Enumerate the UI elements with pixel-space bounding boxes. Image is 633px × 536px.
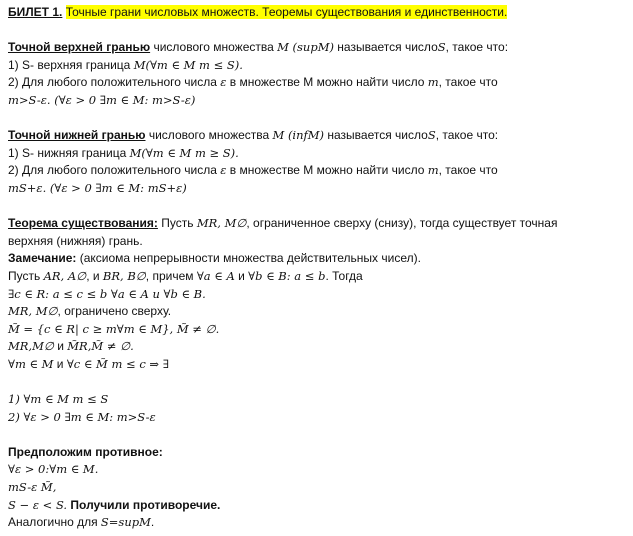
sup-c2-m: m bbox=[427, 75, 439, 90]
axiom-text: Пусть bbox=[8, 268, 44, 283]
inf-condition-2 bbox=[8, 162, 628, 180]
inf-c2-formula: mS+ε. (∀ε > 0 ∃m ∈ M: mS+ε) bbox=[8, 180, 187, 195]
axiom-math-2: BR, B∅ bbox=[102, 268, 146, 283]
inf-c1-math: M(∀m ∈ M m ≥ S). bbox=[129, 145, 239, 160]
sup-definition-intro bbox=[8, 39, 628, 57]
proof3-and: и bbox=[53, 339, 68, 354]
theorem-line-cont bbox=[8, 233, 628, 251]
inf-c2-text-2: в множестве М можно найти число bbox=[226, 163, 428, 178]
result-1: 1) ∀m ∈ M m ≤ S bbox=[8, 392, 109, 407]
proof-line-1 bbox=[8, 303, 628, 321]
axiom-line-2 bbox=[8, 286, 628, 304]
axiom-math-line: ∃c ∈ R: a ≤ c ≤ b ∀a ∈ A и ∀b ∈ B. bbox=[8, 286, 206, 301]
result-2: 2) ∀ε > 0 ∃m ∈ M: m>S-ε bbox=[8, 409, 156, 424]
inf-c1-text: 1) S- нижняя граница bbox=[8, 145, 130, 160]
proof-line-4 bbox=[8, 356, 628, 374]
inf-condition-2-formula bbox=[8, 180, 628, 198]
theorem-text-cont: верхняя (нижняя) грань. bbox=[8, 233, 143, 248]
remark-label: Замечание: bbox=[8, 251, 77, 266]
axiom-math-3: ∀a ∈ A bbox=[196, 268, 235, 283]
analog-math: S=supM bbox=[100, 515, 151, 530]
proof2-math: M̃ = {c ∈ R| c ≥ m∀m ∈ M}, M̃ ≠ ∅. bbox=[8, 321, 220, 336]
inf-intro-S: S bbox=[427, 128, 436, 143]
sup-c1-math: M(∀m ∈ M m ≤ S). bbox=[133, 57, 243, 72]
sup-c2-text-2: в множестве М можно найти число bbox=[226, 75, 428, 90]
result-line-1 bbox=[8, 391, 628, 409]
inf-c2-text: 2) Для любого положительного числа bbox=[8, 163, 221, 178]
inf-c2-m: m bbox=[427, 163, 439, 178]
axiom-text-3: , причем bbox=[145, 268, 197, 283]
proof4-math-1: ∀m ∈ M bbox=[8, 356, 54, 371]
assume-line bbox=[8, 444, 628, 462]
proof-line-2 bbox=[8, 321, 628, 339]
theorem-line bbox=[8, 215, 628, 233]
theorem-title: Теорема существования: bbox=[8, 216, 158, 231]
contradiction-line-4 bbox=[8, 514, 628, 532]
contradiction-conclusion: Получили противоречие. bbox=[67, 497, 221, 512]
inf-intro-math: M (infM) bbox=[272, 128, 325, 143]
sup-intro-text: числового множества bbox=[150, 40, 278, 55]
sup-intro-text-2: называется число bbox=[333, 40, 438, 55]
proof1-text: , ограничено сверху. bbox=[57, 304, 172, 319]
inf-intro-text: числового множества bbox=[145, 128, 273, 143]
axiom-math-1: AR, A∅ bbox=[43, 268, 87, 283]
theorem-math: MR, M∅ bbox=[196, 216, 247, 231]
ticket-title: Точные грани числовых множеств. Теоремы существования и единственности. bbox=[65, 5, 508, 19]
analog-text: Аналогично для bbox=[8, 515, 101, 530]
sup-c1-text: 1) S- верхняя граница bbox=[8, 57, 134, 72]
inf-definition-intro bbox=[8, 127, 628, 145]
sup-c2-formula: m>S-ε. (∀ε > 0 ∃m ∈ M: m>S-ε) bbox=[8, 92, 196, 107]
inf-intro-text-2: называется число bbox=[324, 128, 428, 143]
proof3-math-1: MR,M∅ bbox=[8, 339, 54, 354]
sup-condition-1 bbox=[8, 57, 628, 75]
sup-condition-2-formula bbox=[8, 92, 628, 110]
sup-c2-text: 2) Для любого положительного числа bbox=[8, 75, 221, 90]
sup-c2-text-3: , такое что bbox=[438, 75, 498, 90]
sup-intro-text-3: , такое что: bbox=[445, 40, 509, 55]
sup-intro-math: M (supM) bbox=[277, 40, 334, 55]
contradiction-line-3 bbox=[8, 497, 628, 515]
axiom-math-4: ∀b ∈ B: a ≤ b bbox=[248, 268, 326, 283]
contradiction-math-1: ∀ε > 0:∀m ∈ M. bbox=[8, 462, 99, 477]
remark-text: (аксиома непрерывности множества действительных чисел). bbox=[76, 251, 421, 266]
contradiction-math-3: S − ε < S. bbox=[8, 497, 68, 512]
inf-c2-text-3: , такое что bbox=[438, 163, 498, 178]
proof-line-3 bbox=[8, 338, 628, 356]
proof1-math: MR, M∅ bbox=[8, 304, 58, 319]
inf-condition-1 bbox=[8, 145, 628, 163]
proof4-and: и bbox=[53, 356, 67, 371]
result-line-2 bbox=[8, 409, 628, 427]
contradiction-line-2 bbox=[8, 479, 628, 497]
analog-period: . bbox=[150, 515, 155, 530]
axiom-text-5: . Тогда bbox=[325, 268, 363, 283]
remark-line bbox=[8, 250, 628, 268]
theorem-text-2: , ограниченное сверху (снизу), тогда существует точная bbox=[246, 216, 558, 231]
axiom-line-1 bbox=[8, 268, 628, 286]
contradiction-line-1 bbox=[8, 461, 628, 479]
contradiction-math-2: mS-ε M̃, bbox=[8, 480, 57, 495]
axiom-text-4: и bbox=[234, 268, 249, 283]
document bbox=[8, 4, 628, 532]
axiom-text-2: , и bbox=[86, 268, 103, 283]
header-line bbox=[8, 4, 628, 22]
sup-intro-S: S bbox=[437, 40, 446, 55]
proof4-math-2: ∀c ∈ M̃ m ≤ c ⇒ ∃ bbox=[66, 356, 169, 371]
ticket-number: БИЛЕТ 1. bbox=[8, 5, 63, 19]
inf-intro-text-3: , такое что: bbox=[435, 128, 499, 143]
sup-condition-2 bbox=[8, 74, 628, 92]
sup-term: Точной верхней гранью bbox=[8, 40, 151, 55]
inf-term: Точной нижней гранью bbox=[8, 128, 146, 143]
inf-c2-eps: ε bbox=[220, 163, 227, 178]
assume-heading: Предположим противное: bbox=[8, 444, 163, 459]
theorem-text: Пусть bbox=[157, 216, 197, 231]
sup-c2-eps: ε bbox=[220, 75, 227, 90]
proof3-math-2: M̃R,M̃ ≠ ∅. bbox=[67, 339, 134, 354]
